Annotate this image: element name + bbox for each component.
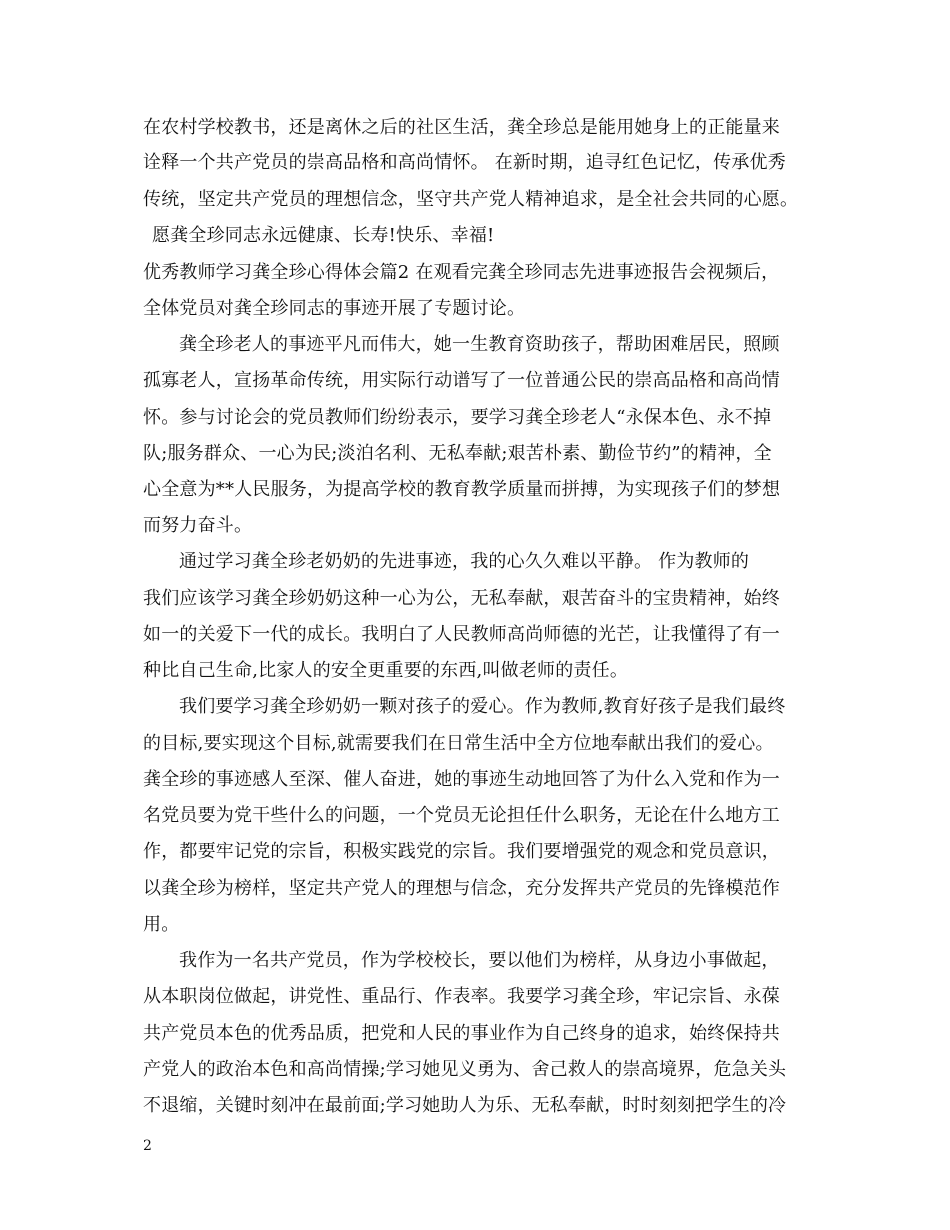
section-heading-line: 优秀教师学习龚全珍心得体会篇2 在观看完龚全珍同志先进事迹报告会视频后， [143, 262, 780, 283]
text-line: 如一的关爱下一代的成长。我明白了人民教师高尚师德的光芒，让我懂得了有一 [143, 624, 780, 645]
paragraph-start-line: 我作为一名共产党员，作为学校校长，要以他们为榜样，从身边小事做起， [179, 950, 780, 971]
page-number: 2 [143, 1138, 152, 1154]
text-line: 我们应该学习龚全珍奶奶这种一心为公，无私奉献，艰苦奋斗的宝贵精神，始终 [143, 588, 780, 609]
text-line: 的目标,要实现这个目标,就需要我们在日常生活中全方位地奉献出我们的爱心。 [143, 733, 774, 754]
text-line: 全体党员对龚全珍同志的事迹开展了专题讨论。 [143, 298, 526, 319]
text-line: 用。 [143, 914, 180, 935]
text-line: 队;服务群众、一心为民;淡泊名利、无私奉献;艰苦朴素、勤俭节约”的精神，全 [143, 443, 772, 464]
text-line: 传统，坚定共产党员的理想信念，坚守共产党人精神追求，是全社会共同的心愿。 [143, 189, 799, 210]
text-line: 不退缩，关键时刻冲在最前面;学习她助人为乐、无私奉献，时时刻刻把学生的冷 [143, 1095, 787, 1116]
paragraph-start-line: 通过学习龚全珍老奶奶的先进事迹，我的心久久难以平静。 作为教师的 [179, 551, 750, 572]
text-line: 诠释一个共产党员的崇高品格和高尚情怀。 在新时期，追寻红色记忆，传承优秀 [143, 152, 786, 173]
text-line: 龚全珍的事迹感人至深、催人奋进，她的事迹生动地回答了为什么入党和作为一 [143, 769, 780, 790]
text-line: 在农村学校教书，还是离休之后的社区生活，龚全珍总是能用她身上的正能量来 [143, 117, 780, 138]
text-line: 名党员要为党干些什么的问题，一个党员无论担任什么职务，无论在什么地方工 [143, 805, 780, 826]
text-line: 产党人的政治本色和高尚情操;学习她见义勇为、舍己救人的崇高境界，危急关头 [143, 1059, 787, 1080]
text-line: 而努力奋斗。 [143, 515, 253, 536]
text-line: 愿龚全珍同志永远健康、长寿!快乐、幸福! [152, 225, 495, 246]
text-line: 怀。参与讨论会的党员教师们纷纷表示，要学习龚全珍老人“永保本色、永不掉 [143, 407, 772, 428]
text-line: 孤寡老人，宣扬革命传统，用实际行动谱写了一位普通公民的崇高品格和高尚情 [143, 370, 780, 391]
text-line: 心全意为**人民服务，为提高学校的教育教学质量而拼搏，为实现孩子们的梦想 [143, 479, 781, 500]
paragraph-start-line: 龚全珍老人的事迹平凡而伟大，她一生教育资助孩子，帮助困难居民，照顾 [179, 334, 780, 355]
text-line: 以龚全珍为榜样，坚定共产党人的理想与信念，充分发挥共产党员的先锋模范作 [143, 878, 780, 899]
text-line: 共产党员本色的优秀品质，把党和人民的事业作为自己终身的追求，始终保持共 [143, 1023, 780, 1044]
text-line: 从本职岗位做起，讲党性、重品行、作表率。我要学习龚全珍，牢记宗旨、永葆 [143, 986, 780, 1007]
text-line: 种比自己生命,比家人的安全更重要的东西,叫做老师的责任。 [143, 660, 629, 681]
paragraph-start-line: 我们要学习龚全珍奶奶一颗对孩子的爱心。作为教师,教育好孩子是我们最终 [179, 696, 786, 717]
text-line: 作，都要牢记党的宗旨，积极实践党的宗旨。我们要增强党的观念和党员意识， [143, 841, 780, 862]
